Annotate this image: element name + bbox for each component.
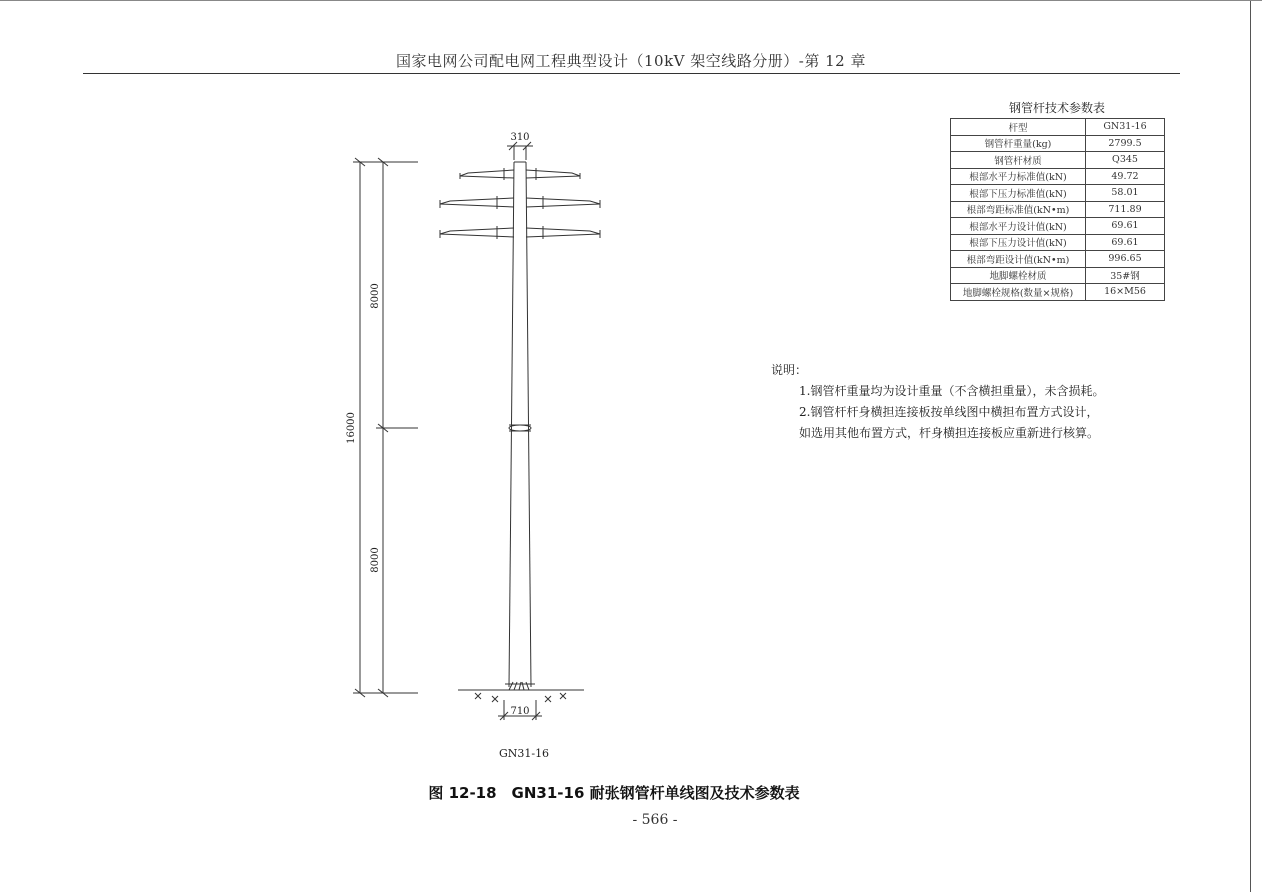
table-row <box>951 201 1165 218</box>
param-value: 16×M56 <box>1086 284 1165 301</box>
table-row <box>951 218 1165 235</box>
table-row <box>951 185 1165 202</box>
table-row <box>951 135 1165 152</box>
notes <box>771 360 1104 444</box>
pole-label: GN31-16 <box>498 747 550 760</box>
param-value: 711.89 <box>1086 201 1165 218</box>
param-label: 根部水平力标准值(kN) <box>951 168 1086 185</box>
table-row <box>951 119 1165 136</box>
note-item: 2.钢管杆杆身横担连接板按单线图中横担布置方式设计， <box>799 405 1099 419</box>
table-row <box>951 267 1165 284</box>
param-label: 地脚螺栓规格(数量×规格) <box>951 284 1086 301</box>
notes-heading: 说明： <box>771 363 808 377</box>
param-label: 杆型 <box>951 119 1086 136</box>
table-row <box>951 251 1165 268</box>
note-item: 1.钢管杆重量均为设计重量（不含横担重量），未含损耗。 <box>799 384 1105 398</box>
param-value: 69.61 <box>1086 218 1165 235</box>
param-label: 根部弯距标准值(kN•m) <box>951 201 1086 218</box>
param-label: 根部弯距设计值(kN•m) <box>951 251 1086 268</box>
param-value: 2799.5 <box>1086 135 1165 152</box>
total-height-label: 16000 <box>346 412 357 444</box>
param-value: 996.65 <box>1086 251 1165 268</box>
base-width-label: 710 <box>510 706 530 717</box>
param-label: 根部下压力标准值(kN) <box>951 185 1086 202</box>
top-width-label: 310 <box>510 132 530 143</box>
param-value: 35#钢 <box>1086 267 1165 284</box>
note-item: 如选用其他布置方式，杆身横担连接板应重新进行核算。 <box>799 426 1100 440</box>
table-title: 钢管杆技术参数表 <box>1008 101 1105 115</box>
param-table <box>950 118 1165 301</box>
param-label: 根部水平力设计值(kN) <box>951 218 1086 235</box>
param-value: 69.61 <box>1086 234 1165 251</box>
table-row <box>951 168 1165 185</box>
figure-caption: 图 12-18 GN31-16 耐张钢管杆单线图及技术参数表 <box>428 784 800 802</box>
param-value: 49.72 <box>1086 168 1165 185</box>
param-value: 58.01 <box>1086 185 1165 202</box>
page-number: - 566 - <box>632 812 678 828</box>
param-label: 钢管杆重量(kg) <box>951 135 1086 152</box>
table-row <box>951 152 1165 169</box>
header-title: 国家电网公司配电网工程典型设计（10kV 架空线路分册）-第 12 章 <box>396 52 866 70</box>
table-row <box>951 234 1165 251</box>
param-label: 地脚螺栓材质 <box>951 267 1086 284</box>
table-row <box>951 284 1165 301</box>
param-value: Q345 <box>1086 152 1165 169</box>
lower-height-label: 8000 <box>370 547 381 573</box>
param-value: GN31-16 <box>1086 119 1165 136</box>
param-label: 钢管杆材质 <box>951 152 1086 169</box>
upper-height-label: 8000 <box>370 283 381 309</box>
param-label: 根部下压力设计值(kN) <box>951 234 1086 251</box>
